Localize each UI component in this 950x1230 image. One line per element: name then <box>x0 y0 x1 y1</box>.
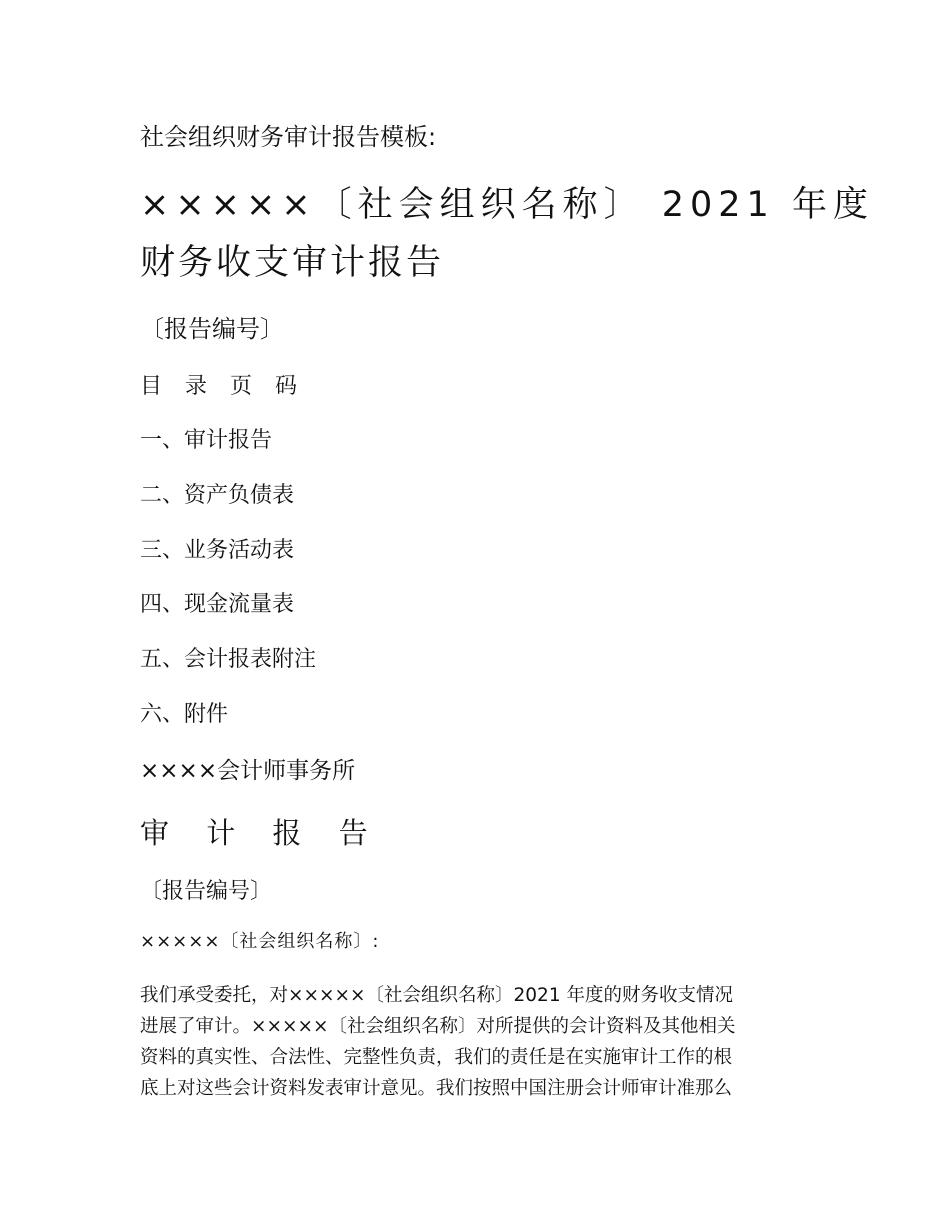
body-line: 我们承受委托，对×××××〔社会组织名称〕2021 年度的财务收支情况 <box>140 985 733 1006</box>
firm-name: ××××会计师事务所 <box>140 758 356 784</box>
toc-heading: 目 录 页 码 <box>140 374 305 399</box>
toc-item: 五、会计报表附注 <box>140 647 317 672</box>
audit-report-number: 〔报告编号〕 <box>140 879 273 904</box>
toc-item: 四、现金流量表 <box>140 592 295 617</box>
body-line: 底上对这些会计资料发表审计意见。我们按照中国注册会计师审计准那么 <box>140 1078 733 1099</box>
report-title-line-2: 财务收支审计报告 <box>140 243 445 283</box>
toc-item: 一、审计报告 <box>140 428 273 453</box>
report-number: 〔报告编号〕 <box>140 315 284 343</box>
audit-report-title: 审 计 报 告 <box>140 816 382 850</box>
toc-item: 三、业务活动表 <box>140 538 295 563</box>
intro-heading: 社会组织财务审计报告模板: <box>140 123 437 151</box>
report-title-line-1: ×××××〔社会组织名称〕 2021 年度 <box>140 185 874 225</box>
body-paragraph <box>140 980 810 1104</box>
body-line: 资料的真实性、合法性、完整性负责，我们的责任是在实施审计工作的根 <box>140 1047 733 1068</box>
toc-item: 二、资产负债表 <box>140 483 295 508</box>
body-line: 进展了审计。×××××〔社会组织名称〕对所提供的会计资料及其他相关 <box>140 1016 736 1037</box>
toc-item: 六、附件 <box>140 702 229 727</box>
addressee: ×××××〔社会组织名称〕: <box>140 931 380 952</box>
